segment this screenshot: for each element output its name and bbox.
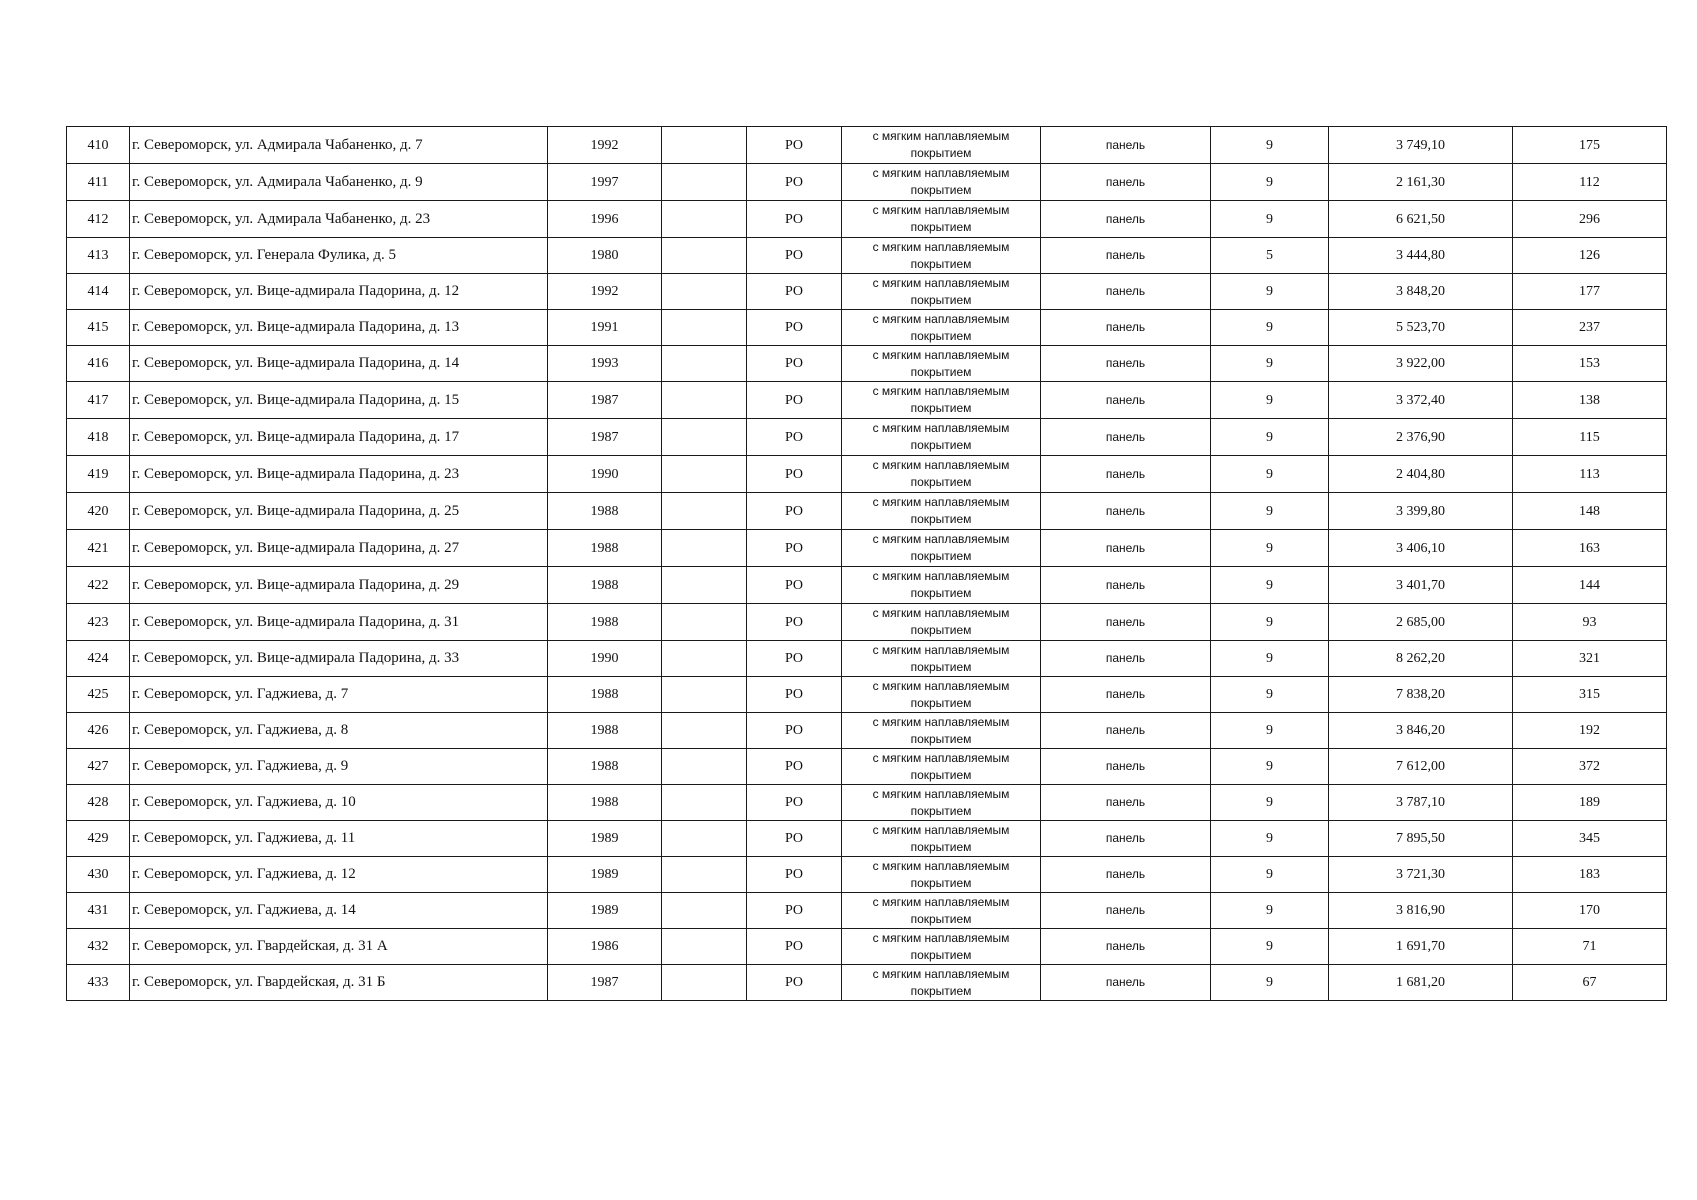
roof-type-cell: с мягким наплавляемым покрытием xyxy=(842,201,1041,238)
fund-cell: РО xyxy=(747,382,842,419)
build-year-cell: 1988 xyxy=(548,677,662,713)
residents-cell: 144 xyxy=(1513,567,1667,604)
wall-material-cell: панель xyxy=(1041,346,1211,382)
fund-cell: РО xyxy=(747,456,842,493)
residents-cell: 296 xyxy=(1513,201,1667,238)
table-row xyxy=(67,530,1667,567)
build-year-cell: 1990 xyxy=(548,456,662,493)
wall-material-cell: панель xyxy=(1041,456,1211,493)
row-number-cell: 433 xyxy=(67,965,130,1001)
row-number-cell: 420 xyxy=(67,493,130,530)
floors-cell: 9 xyxy=(1211,857,1329,893)
fund-cell: РО xyxy=(747,677,842,713)
row-number-cell: 413 xyxy=(67,238,130,274)
area-cell: 5 523,70 xyxy=(1329,310,1513,346)
fund-cell: РО xyxy=(747,929,842,965)
table-row xyxy=(67,821,1667,857)
floors-cell: 9 xyxy=(1211,893,1329,929)
table-row xyxy=(67,893,1667,929)
build-year-cell: 1988 xyxy=(548,530,662,567)
empty-cell xyxy=(662,677,747,713)
fund-cell: РО xyxy=(747,749,842,785)
area-cell: 6 621,50 xyxy=(1329,201,1513,238)
residents-cell: 170 xyxy=(1513,893,1667,929)
wall-material-cell: панель xyxy=(1041,749,1211,785)
area-cell: 3 846,20 xyxy=(1329,713,1513,749)
roof-type-cell: с мягким наплавляемым покрытием xyxy=(842,310,1041,346)
wall-material-cell: панель xyxy=(1041,567,1211,604)
fund-cell: РО xyxy=(747,274,842,310)
table-row xyxy=(67,201,1667,238)
residents-cell: 112 xyxy=(1513,164,1667,201)
roof-type-cell: с мягким наплавляемым покрытием xyxy=(842,419,1041,456)
wall-material-cell: панель xyxy=(1041,238,1211,274)
address-cell: г. Североморск, ул. Адмирала Чабаненко, д. 9 xyxy=(130,164,548,201)
residents-cell: 126 xyxy=(1513,238,1667,274)
row-number-cell: 411 xyxy=(67,164,130,201)
row-number-cell: 425 xyxy=(67,677,130,713)
area-cell: 3 816,90 xyxy=(1329,893,1513,929)
area-cell: 2 685,00 xyxy=(1329,604,1513,641)
wall-material-cell: панель xyxy=(1041,493,1211,530)
residents-cell: 113 xyxy=(1513,456,1667,493)
build-year-cell: 1988 xyxy=(548,567,662,604)
roof-type-cell: с мягким наплавляемым покрытием xyxy=(842,274,1041,310)
area-cell: 3 787,10 xyxy=(1329,785,1513,821)
empty-cell xyxy=(662,310,747,346)
area-cell: 1 681,20 xyxy=(1329,965,1513,1001)
empty-cell xyxy=(662,749,747,785)
area-cell: 2 376,90 xyxy=(1329,419,1513,456)
residents-cell: 189 xyxy=(1513,785,1667,821)
area-cell: 3 406,10 xyxy=(1329,530,1513,567)
empty-cell xyxy=(662,274,747,310)
build-year-cell: 1989 xyxy=(548,857,662,893)
document-page xyxy=(66,126,1666,1001)
empty-cell xyxy=(662,530,747,567)
residents-cell: 163 xyxy=(1513,530,1667,567)
address-cell: г. Североморск, ул. Гаджиева, д. 14 xyxy=(130,893,548,929)
empty-cell xyxy=(662,346,747,382)
address-cell: г. Североморск, ул. Вице-адмирала Падорина, д. 23 xyxy=(130,456,548,493)
wall-material-cell: панель xyxy=(1041,965,1211,1001)
fund-cell: РО xyxy=(747,201,842,238)
residents-cell: 183 xyxy=(1513,857,1667,893)
table-row xyxy=(67,567,1667,604)
build-year-cell: 1988 xyxy=(548,604,662,641)
build-year-cell: 1988 xyxy=(548,493,662,530)
empty-cell xyxy=(662,785,747,821)
build-year-cell: 1993 xyxy=(548,346,662,382)
row-number-cell: 429 xyxy=(67,821,130,857)
floors-cell: 9 xyxy=(1211,965,1329,1001)
empty-cell xyxy=(662,857,747,893)
address-cell: г. Североморск, ул. Вице-адмирала Падорина, д. 33 xyxy=(130,641,548,677)
address-cell: г. Североморск, ул. Вице-адмирала Падорина, д. 25 xyxy=(130,493,548,530)
floors-cell: 9 xyxy=(1211,929,1329,965)
fund-cell: РО xyxy=(747,713,842,749)
roof-type-cell: с мягким наплавляемым покрытием xyxy=(842,713,1041,749)
area-cell: 3 399,80 xyxy=(1329,493,1513,530)
fund-cell: РО xyxy=(747,785,842,821)
residents-cell: 115 xyxy=(1513,419,1667,456)
address-cell: г. Североморск, ул. Адмирала Чабаненко, д. 7 xyxy=(130,127,548,164)
residents-cell: 67 xyxy=(1513,965,1667,1001)
floors-cell: 9 xyxy=(1211,821,1329,857)
table-row xyxy=(67,677,1667,713)
empty-cell xyxy=(662,929,747,965)
floors-cell: 9 xyxy=(1211,127,1329,164)
address-cell: г. Североморск, ул. Гвардейская, д. 31 Б xyxy=(130,965,548,1001)
build-year-cell: 1980 xyxy=(548,238,662,274)
row-number-cell: 431 xyxy=(67,893,130,929)
roof-type-cell: с мягким наплавляемым покрытием xyxy=(842,567,1041,604)
area-cell: 7 612,00 xyxy=(1329,749,1513,785)
build-year-cell: 1989 xyxy=(548,893,662,929)
roof-type-cell: с мягким наплавляемым покрытием xyxy=(842,749,1041,785)
empty-cell xyxy=(662,567,747,604)
row-number-cell: 416 xyxy=(67,346,130,382)
residents-cell: 175 xyxy=(1513,127,1667,164)
address-cell: г. Североморск, ул. Вице-адмирала Падорина, д. 13 xyxy=(130,310,548,346)
build-year-cell: 1988 xyxy=(548,785,662,821)
roof-type-cell: с мягким наплавляемым покрытием xyxy=(842,604,1041,641)
residents-cell: 315 xyxy=(1513,677,1667,713)
floors-cell: 9 xyxy=(1211,493,1329,530)
table-row xyxy=(67,238,1667,274)
wall-material-cell: панель xyxy=(1041,785,1211,821)
area-cell: 3 401,70 xyxy=(1329,567,1513,604)
address-cell: г. Североморск, ул. Вице-адмирала Падорина, д. 15 xyxy=(130,382,548,419)
fund-cell: РО xyxy=(747,419,842,456)
address-cell: г. Североморск, ул. Вице-адмирала Падорина, д. 29 xyxy=(130,567,548,604)
empty-cell xyxy=(662,821,747,857)
residents-cell: 138 xyxy=(1513,382,1667,419)
table-row xyxy=(67,382,1667,419)
wall-material-cell: панель xyxy=(1041,164,1211,201)
address-cell: г. Североморск, ул. Вице-адмирала Падорина, д. 31 xyxy=(130,604,548,641)
area-cell: 3 749,10 xyxy=(1329,127,1513,164)
floors-cell: 9 xyxy=(1211,164,1329,201)
wall-material-cell: панель xyxy=(1041,677,1211,713)
build-year-cell: 1990 xyxy=(548,641,662,677)
table-row xyxy=(67,127,1667,164)
table-row xyxy=(67,419,1667,456)
roof-type-cell: с мягким наплавляемым покрытием xyxy=(842,857,1041,893)
row-number-cell: 426 xyxy=(67,713,130,749)
floors-cell: 9 xyxy=(1211,785,1329,821)
address-cell: г. Североморск, ул. Гаджиева, д. 8 xyxy=(130,713,548,749)
residents-cell: 345 xyxy=(1513,821,1667,857)
row-number-cell: 412 xyxy=(67,201,130,238)
roof-type-cell: с мягким наплавляемым покрытием xyxy=(842,965,1041,1001)
table-row xyxy=(67,604,1667,641)
floors-cell: 9 xyxy=(1211,382,1329,419)
floors-cell: 9 xyxy=(1211,567,1329,604)
table-row xyxy=(67,310,1667,346)
empty-cell xyxy=(662,713,747,749)
empty-cell xyxy=(662,456,747,493)
address-cell: г. Североморск, ул. Гвардейская, д. 31 А xyxy=(130,929,548,965)
fund-cell: РО xyxy=(747,530,842,567)
wall-material-cell: панель xyxy=(1041,713,1211,749)
wall-material-cell: панель xyxy=(1041,530,1211,567)
floors-cell: 9 xyxy=(1211,456,1329,493)
residents-cell: 93 xyxy=(1513,604,1667,641)
build-year-cell: 1992 xyxy=(548,274,662,310)
table-row xyxy=(67,857,1667,893)
wall-material-cell: панель xyxy=(1041,274,1211,310)
floors-cell: 9 xyxy=(1211,201,1329,238)
roof-type-cell: с мягким наплавляемым покрытием xyxy=(842,893,1041,929)
roof-type-cell: с мягким наплавляемым покрытием xyxy=(842,677,1041,713)
fund-cell: РО xyxy=(747,965,842,1001)
build-year-cell: 1986 xyxy=(548,929,662,965)
residents-cell: 148 xyxy=(1513,493,1667,530)
housing-registry-table xyxy=(66,126,1667,1001)
empty-cell xyxy=(662,238,747,274)
build-year-cell: 1996 xyxy=(548,201,662,238)
fund-cell: РО xyxy=(747,641,842,677)
residents-cell: 372 xyxy=(1513,749,1667,785)
roof-type-cell: с мягким наплавляемым покрытием xyxy=(842,164,1041,201)
floors-cell: 9 xyxy=(1211,713,1329,749)
empty-cell xyxy=(662,419,747,456)
floors-cell: 9 xyxy=(1211,641,1329,677)
empty-cell xyxy=(662,164,747,201)
wall-material-cell: панель xyxy=(1041,419,1211,456)
table-row xyxy=(67,713,1667,749)
fund-cell: РО xyxy=(747,893,842,929)
wall-material-cell: панель xyxy=(1041,893,1211,929)
floors-cell: 5 xyxy=(1211,238,1329,274)
floors-cell: 9 xyxy=(1211,530,1329,567)
row-number-cell: 422 xyxy=(67,567,130,604)
wall-material-cell: панель xyxy=(1041,641,1211,677)
empty-cell xyxy=(662,965,747,1001)
area-cell: 2 404,80 xyxy=(1329,456,1513,493)
wall-material-cell: панель xyxy=(1041,857,1211,893)
empty-cell xyxy=(662,493,747,530)
area-cell: 8 262,20 xyxy=(1329,641,1513,677)
area-cell: 3 721,30 xyxy=(1329,857,1513,893)
roof-type-cell: с мягким наплавляемым покрытием xyxy=(842,530,1041,567)
wall-material-cell: панель xyxy=(1041,929,1211,965)
area-cell: 3 922,00 xyxy=(1329,346,1513,382)
floors-cell: 9 xyxy=(1211,346,1329,382)
build-year-cell: 1987 xyxy=(548,382,662,419)
roof-type-cell: с мягким наплавляемым покрытием xyxy=(842,127,1041,164)
build-year-cell: 1992 xyxy=(548,127,662,164)
row-number-cell: 418 xyxy=(67,419,130,456)
build-year-cell: 1989 xyxy=(548,821,662,857)
table-row xyxy=(67,274,1667,310)
table-row xyxy=(67,965,1667,1001)
build-year-cell: 1997 xyxy=(548,164,662,201)
row-number-cell: 419 xyxy=(67,456,130,493)
address-cell: г. Североморск, ул. Гаджиева, д. 11 xyxy=(130,821,548,857)
wall-material-cell: панель xyxy=(1041,310,1211,346)
roof-type-cell: с мягким наплавляемым покрытием xyxy=(842,456,1041,493)
build-year-cell: 1988 xyxy=(548,713,662,749)
empty-cell xyxy=(662,201,747,238)
empty-cell xyxy=(662,641,747,677)
row-number-cell: 421 xyxy=(67,530,130,567)
fund-cell: РО xyxy=(747,127,842,164)
roof-type-cell: с мягким наплавляемым покрытием xyxy=(842,493,1041,530)
roof-type-cell: с мягким наплавляемым покрытием xyxy=(842,382,1041,419)
table-row xyxy=(67,456,1667,493)
area-cell: 3 372,40 xyxy=(1329,382,1513,419)
table-row xyxy=(67,164,1667,201)
table-row xyxy=(67,785,1667,821)
fund-cell: РО xyxy=(747,346,842,382)
floors-cell: 9 xyxy=(1211,419,1329,456)
empty-cell xyxy=(662,127,747,164)
empty-cell xyxy=(662,604,747,641)
fund-cell: РО xyxy=(747,857,842,893)
build-year-cell: 1991 xyxy=(548,310,662,346)
residents-cell: 177 xyxy=(1513,274,1667,310)
address-cell: г. Североморск, ул. Вице-адмирала Падорина, д. 17 xyxy=(130,419,548,456)
table-row xyxy=(67,749,1667,785)
wall-material-cell: панель xyxy=(1041,821,1211,857)
build-year-cell: 1987 xyxy=(548,419,662,456)
area-cell: 7 895,50 xyxy=(1329,821,1513,857)
wall-material-cell: панель xyxy=(1041,201,1211,238)
row-number-cell: 414 xyxy=(67,274,130,310)
row-number-cell: 430 xyxy=(67,857,130,893)
row-number-cell: 424 xyxy=(67,641,130,677)
floors-cell: 9 xyxy=(1211,749,1329,785)
fund-cell: РО xyxy=(747,567,842,604)
fund-cell: РО xyxy=(747,310,842,346)
row-number-cell: 427 xyxy=(67,749,130,785)
address-cell: г. Североморск, ул. Адмирала Чабаненко, д. 23 xyxy=(130,201,548,238)
residents-cell: 237 xyxy=(1513,310,1667,346)
empty-cell xyxy=(662,893,747,929)
fund-cell: РО xyxy=(747,493,842,530)
area-cell: 2 161,30 xyxy=(1329,164,1513,201)
roof-type-cell: с мягким наплавляемым покрытием xyxy=(842,641,1041,677)
fund-cell: РО xyxy=(747,821,842,857)
wall-material-cell: панель xyxy=(1041,604,1211,641)
row-number-cell: 417 xyxy=(67,382,130,419)
fund-cell: РО xyxy=(747,164,842,201)
roof-type-cell: с мягким наплавляемым покрытием xyxy=(842,785,1041,821)
floors-cell: 9 xyxy=(1211,604,1329,641)
residents-cell: 192 xyxy=(1513,713,1667,749)
floors-cell: 9 xyxy=(1211,310,1329,346)
row-number-cell: 415 xyxy=(67,310,130,346)
roof-type-cell: с мягким наплавляемым покрытием xyxy=(842,238,1041,274)
table-row xyxy=(67,493,1667,530)
fund-cell: РО xyxy=(747,604,842,641)
wall-material-cell: панель xyxy=(1041,127,1211,164)
row-number-cell: 428 xyxy=(67,785,130,821)
address-cell: г. Североморск, ул. Гаджиева, д. 9 xyxy=(130,749,548,785)
roof-type-cell: с мягким наплавляемым покрытием xyxy=(842,346,1041,382)
table-row xyxy=(67,346,1667,382)
table-row xyxy=(67,641,1667,677)
area-cell: 3 444,80 xyxy=(1329,238,1513,274)
fund-cell: РО xyxy=(747,238,842,274)
address-cell: г. Североморск, ул. Вице-адмирала Падорина, д. 14 xyxy=(130,346,548,382)
roof-type-cell: с мягким наплавляемым покрытием xyxy=(842,929,1041,965)
empty-cell xyxy=(662,382,747,419)
row-number-cell: 410 xyxy=(67,127,130,164)
floors-cell: 9 xyxy=(1211,677,1329,713)
build-year-cell: 1987 xyxy=(548,965,662,1001)
build-year-cell: 1988 xyxy=(548,749,662,785)
table-body xyxy=(67,127,1667,1001)
address-cell: г. Североморск, ул. Гаджиева, д. 7 xyxy=(130,677,548,713)
address-cell: г. Североморск, ул. Вице-адмирала Падорина, д. 12 xyxy=(130,274,548,310)
area-cell: 7 838,20 xyxy=(1329,677,1513,713)
wall-material-cell: панель xyxy=(1041,382,1211,419)
roof-type-cell: с мягким наплавляемым покрытием xyxy=(842,821,1041,857)
address-cell: г. Североморск, ул. Вице-адмирала Падорина, д. 27 xyxy=(130,530,548,567)
area-cell: 1 691,70 xyxy=(1329,929,1513,965)
row-number-cell: 432 xyxy=(67,929,130,965)
address-cell: г. Североморск, ул. Генерала Фулика, д. 5 xyxy=(130,238,548,274)
residents-cell: 71 xyxy=(1513,929,1667,965)
residents-cell: 321 xyxy=(1513,641,1667,677)
floors-cell: 9 xyxy=(1211,274,1329,310)
address-cell: г. Североморск, ул. Гаджиева, д. 10 xyxy=(130,785,548,821)
residents-cell: 153 xyxy=(1513,346,1667,382)
table-row xyxy=(67,929,1667,965)
area-cell: 3 848,20 xyxy=(1329,274,1513,310)
address-cell: г. Североморск, ул. Гаджиева, д. 12 xyxy=(130,857,548,893)
row-number-cell: 423 xyxy=(67,604,130,641)
